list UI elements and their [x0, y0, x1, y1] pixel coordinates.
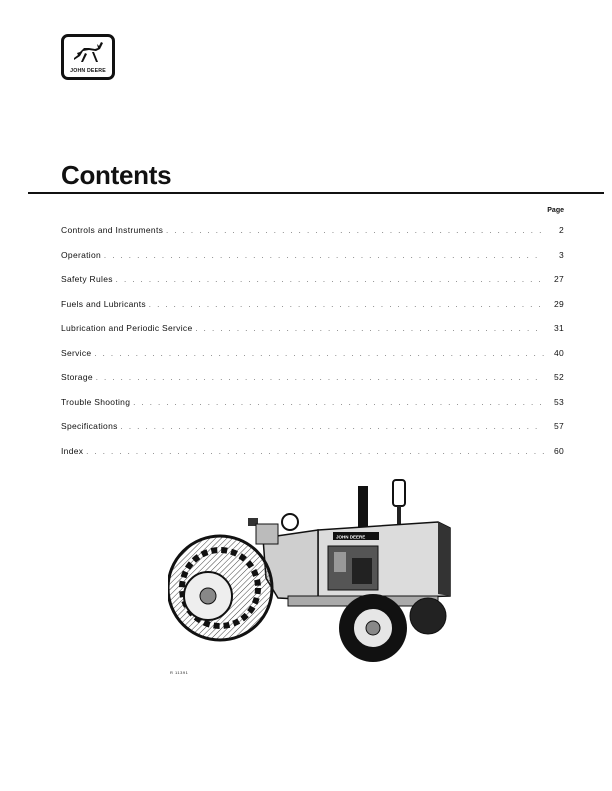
dot-leader: [104, 253, 544, 260]
toc-entry[interactable]: [61, 299, 564, 324]
toc-entry-page: 27: [553, 274, 564, 284]
dot-leader: [166, 228, 544, 235]
toc-entry-page: 31: [553, 323, 564, 333]
figure-id: R 11391: [170, 670, 189, 675]
toc-entry[interactable]: [61, 397, 564, 422]
page-title: Contents: [61, 160, 172, 190]
table-of-contents: [61, 225, 564, 470]
dot-leader: [116, 277, 544, 284]
toc-entry-page: 2: [558, 225, 564, 235]
logo-wordmark: JOHN DEERE: [70, 68, 106, 74]
exhaust-stack: [358, 486, 368, 532]
dot-leader: [96, 375, 544, 382]
toc-entry-page: 53: [553, 396, 564, 407]
toc-entry[interactable]: [61, 225, 564, 250]
leaping-deer-icon: [72, 40, 106, 66]
toc-entry-label: Fuels and Lubricants: [61, 298, 146, 309]
toc-entry-page: 3: [558, 249, 564, 260]
steering-wheel: [282, 514, 298, 530]
hood-brand-text: JOHN DEERE: [336, 534, 366, 540]
toc-entry-page: 57: [553, 421, 564, 431]
dot-leader: [94, 351, 544, 358]
toc-entry-label: Controls and Instruments: [61, 225, 164, 235]
toc-entry[interactable]: [61, 323, 564, 348]
toc-entry-label: Service: [61, 347, 92, 358]
toc-entry[interactable]: [61, 421, 564, 446]
dot-leader: [121, 424, 544, 431]
toc-entry-label: Index: [61, 445, 84, 456]
toc-entry-label: Operation: [61, 249, 102, 260]
toc-entry[interactable]: [61, 274, 564, 299]
dot-leader: [133, 400, 544, 407]
toc-entry[interactable]: [61, 372, 564, 397]
page-column-header: Page: [547, 207, 564, 214]
toc-entry-page: 40: [553, 347, 564, 358]
toc-entry-label: Safety Rules: [61, 274, 113, 284]
toc-entry-page: 52: [553, 372, 564, 382]
toc-entry-label: Specifications: [61, 421, 118, 431]
toc-entry-label: Storage: [61, 372, 93, 382]
dot-leader: [196, 326, 544, 333]
dot-leader: [149, 302, 544, 309]
toc-entry-page: 29: [553, 298, 564, 309]
john-deere-logo: [61, 34, 115, 80]
tractor-illustration: [168, 478, 458, 668]
air-intake: [393, 480, 405, 506]
toc-entry[interactable]: [61, 446, 564, 471]
toc-entry[interactable]: [61, 250, 564, 275]
dot-leader: [86, 449, 544, 456]
title-rule: [28, 192, 604, 194]
toc-entry-page: 60: [553, 445, 564, 456]
toc-entry-label: Lubrication and Periodic Service: [61, 323, 193, 333]
toc-entry-label: Trouble Shooting: [61, 396, 131, 407]
toc-entry[interactable]: [61, 348, 564, 373]
